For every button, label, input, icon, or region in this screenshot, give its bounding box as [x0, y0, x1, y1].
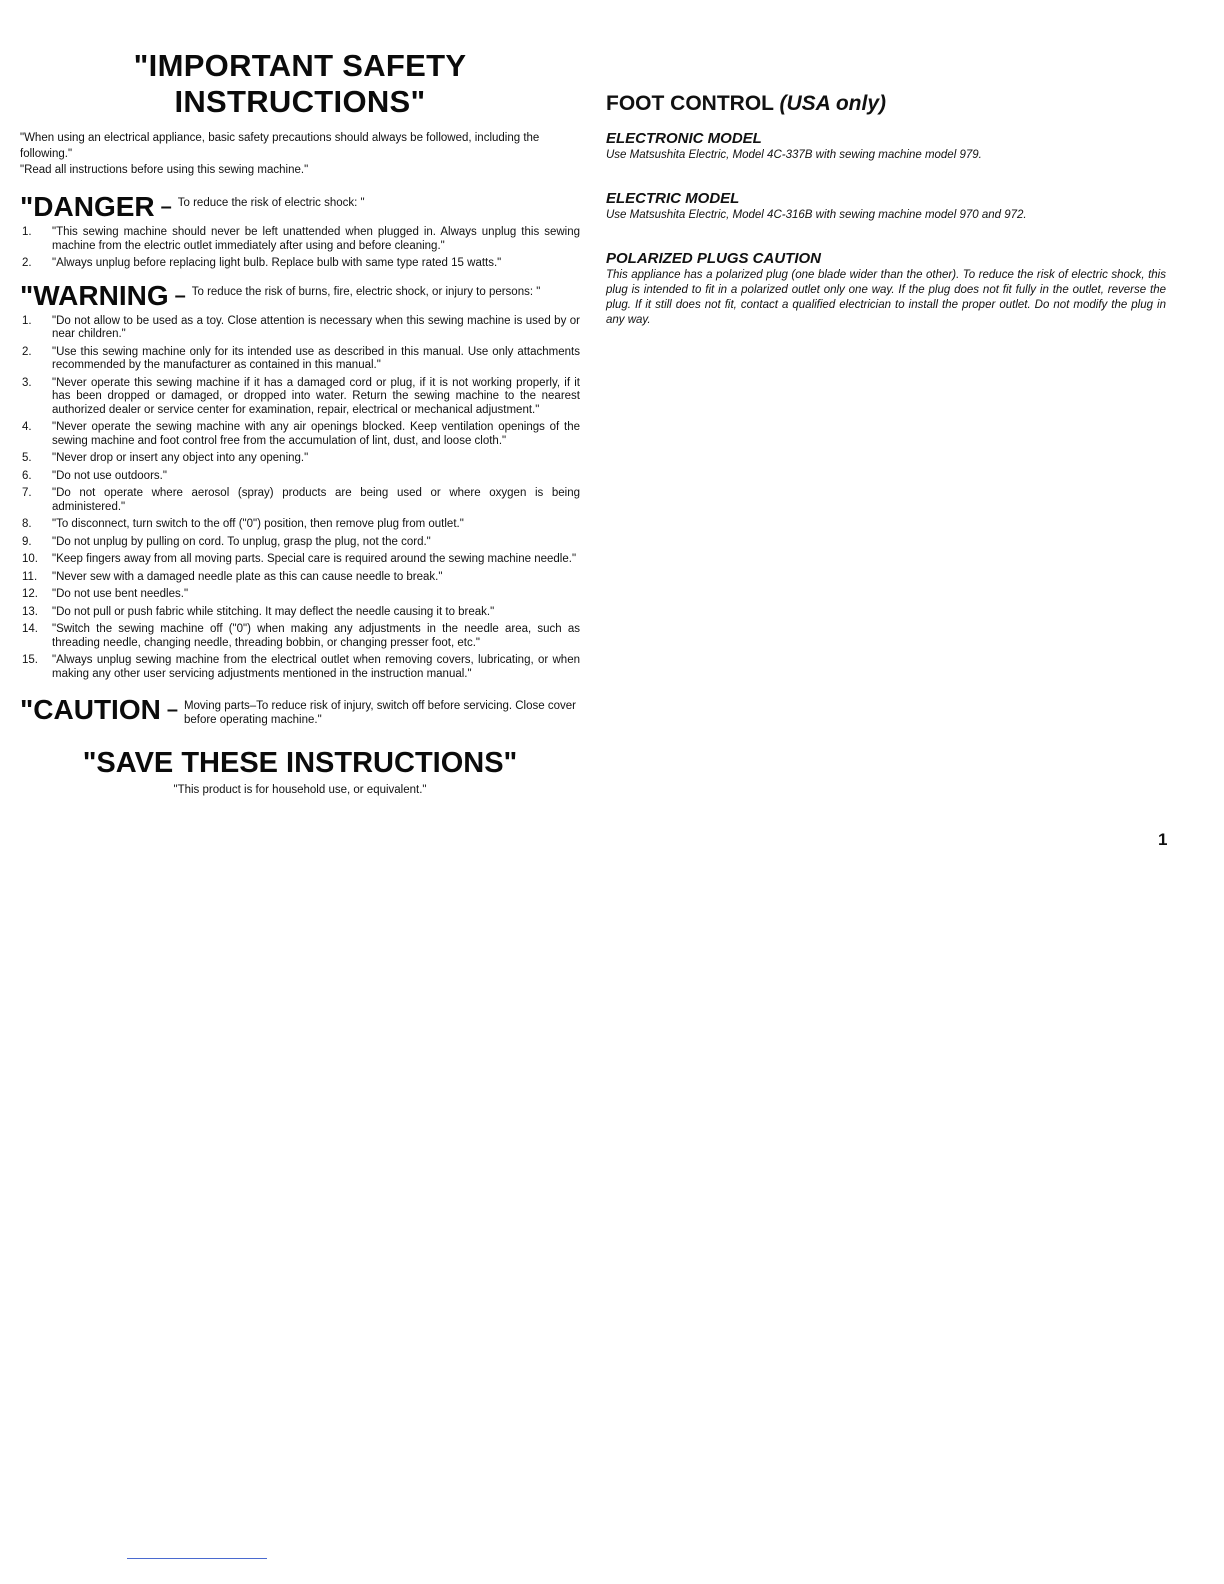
warning-list: [20, 315, 580, 682]
list-item: [20, 623, 580, 650]
list-item: [20, 654, 580, 681]
list-item: [20, 487, 580, 514]
warning-heading: "WARNING: [20, 279, 169, 311]
item-text: "Never operate this sewing machine if it has a damaged cord or plug, if it is not working properly, if it has been dropped or damaged, or dropped into water. Return the sewing machine to the nearest authorized dealer or service center for examination, repair, electrical or mechanical adjustment.": [52, 376, 580, 416]
item-number: 6.: [22, 469, 32, 482]
warning-text: To reduce the risk of burns, fire, electric shock, or injury to persons: ": [191, 285, 541, 298]
list-item: [20, 553, 580, 567]
item-text: "Switch the sewing machine off ("0") when making any adjustments in the needle area, such as threading needle, changing needle, threading bobbin, or changing presser foot, etc.": [52, 623, 580, 649]
bottom-divider: [127, 1558, 267, 1559]
warning-heading-row: [20, 281, 580, 311]
danger-heading-row: [20, 192, 580, 222]
item-number: 9.: [22, 535, 32, 548]
safety-instructions-column: [20, 40, 580, 796]
item-number: 3.: [22, 376, 32, 389]
item-text: "Use this sewing machine only for its intended use as described in this manual. Use only attachments recommended by the manufacturer as contained in this manual.": [52, 345, 580, 371]
item-text: "Never sew with a damaged needle plate as this can cause needle to break.": [52, 570, 443, 583]
foot-control-title-text: FOOT CONTROL: [606, 92, 774, 115]
list-item: [20, 571, 580, 585]
list-item: [20, 470, 580, 484]
item-text: "Always unplug before replacing light bulb. Replace bulb with same type rated 15 watts.": [52, 257, 502, 269]
item-text: "Do not operate where aerosol (spray) products are being used or where oxygen is being administered.": [52, 487, 580, 513]
list-item: [20, 226, 580, 253]
intro-line: "Read all instructions before using this sewing machine.": [20, 164, 309, 176]
caution-heading-row: [20, 695, 580, 727]
item-text: "Keep fingers away from all moving parts. Special care is required around the sewing machine needle.": [52, 553, 577, 565]
list-item: [20, 452, 580, 466]
item-number: 1.: [22, 226, 32, 238]
item-text: "Do not use outdoors.": [52, 469, 167, 482]
item-number: 8.: [22, 518, 32, 530]
danger-heading: "DANGER: [20, 191, 155, 222]
danger-dash: –: [160, 196, 172, 218]
caution-text: Moving parts–To reduce risk of injury, switch off before servicing. Close cover before operating machine.": [183, 700, 576, 726]
page-number: 1: [1158, 830, 1168, 849]
item-text: "This sewing machine should never be left unattended when plugged in. Always unplug this sewing machine from the electric outlet immediately after using and before cleaning.": [52, 226, 580, 252]
item-text: "Never operate the sewing machine with any air openings blocked. Keep ventilation openings of the sewing machine and foot control free from the accumulation of lint, dust, and loose cloth.": [52, 421, 580, 447]
list-item: [20, 346, 580, 373]
item-text: "Do not unplug by pulling on cord. To unplug, grasp the plug, not the cord.": [52, 535, 431, 548]
danger-list: [20, 226, 580, 271]
warning-dash: –: [174, 284, 186, 307]
danger-text: To reduce the risk of electric shock: ": [177, 197, 365, 209]
intro-block: [20, 130, 580, 178]
foot-control-title: [606, 92, 1166, 116]
electric-model-text: Use Matsushita Electric, Model 4C-316B with sewing machine model 970 and 972.: [606, 209, 1027, 221]
list-item: [20, 536, 580, 550]
save-title: "SAVE THESE INSTRUCTIONS": [82, 747, 518, 779]
item-text: "Never drop or insert any object into any opening.": [52, 452, 309, 464]
item-text: "Do not use bent needles.": [52, 588, 189, 600]
item-number: 15.: [22, 654, 38, 666]
list-item: [20, 518, 580, 532]
item-text: "Do not pull or push fabric while stitching. It may deflect the needle causing it to break.": [52, 605, 495, 618]
polarized-plugs-heading: POLARIZED PLUGS CAUTION: [606, 250, 822, 267]
item-number: 11.: [22, 570, 38, 583]
list-item: [20, 421, 580, 448]
list-item: [20, 377, 580, 418]
item-number: 7.: [22, 487, 32, 499]
caution-heading: "CAUTION: [20, 694, 161, 725]
item-number: 13.: [22, 605, 38, 618]
foot-control-title-suffix: (USA only): [779, 92, 887, 115]
item-number: 4.: [22, 421, 32, 433]
item-number: 1.: [22, 314, 32, 327]
intro-line: "When using an electrical appliance, basic safety precautions should always be followed, including the following.": [20, 132, 540, 160]
item-number: 5.: [22, 452, 32, 464]
caution-dash: –: [166, 699, 178, 721]
item-number: 2.: [22, 345, 32, 358]
item-number: 12.: [22, 588, 38, 600]
electric-model-heading: ELECTRIC MODEL: [606, 190, 740, 207]
item-text: "To disconnect, turn switch to the off ("0") position, then remove plug from outlet.": [52, 518, 464, 530]
polarized-plugs-text: This appliance has a polarized plug (one blade wider than the other). To reduce the risk of electric shock, this plug is intended to fit in a polarized outlet only one way. If the plug does not fit fully in the outlet, reverse the plug. If it still does not fit, contact a qualified electrician to install the proper outlet. Do not modify the plug in any way.: [606, 269, 1166, 326]
page-title: "IMPORTANT SAFETY INSTRUCTIONS": [133, 48, 467, 119]
item-number: 10.: [22, 553, 38, 565]
list-item: [20, 588, 580, 602]
foot-control-column: [606, 92, 1166, 328]
item-number: 14.: [22, 623, 38, 635]
list-item: [20, 315, 580, 342]
list-item: [20, 606, 580, 620]
warning-block: [20, 281, 580, 682]
electronic-model-heading: ELECTRONIC MODEL: [606, 130, 762, 147]
item-number: 2.: [22, 257, 32, 269]
item-text: "Always unplug sewing machine from the electrical outlet when removing covers, lubricating, or when making any other user servicing adjustments mentioned in the instruction manual.": [52, 654, 580, 680]
item-text: "Do not allow to be used as a toy. Close attention is necessary when this sewing machine is used by or near children.": [52, 314, 580, 340]
list-item: [20, 257, 580, 271]
electronic-model-text: Use Matsushita Electric, Model 4C-337B with sewing machine model 979.: [606, 149, 982, 161]
save-subtitle: "This product is for household use, or equivalent.": [173, 784, 427, 796]
